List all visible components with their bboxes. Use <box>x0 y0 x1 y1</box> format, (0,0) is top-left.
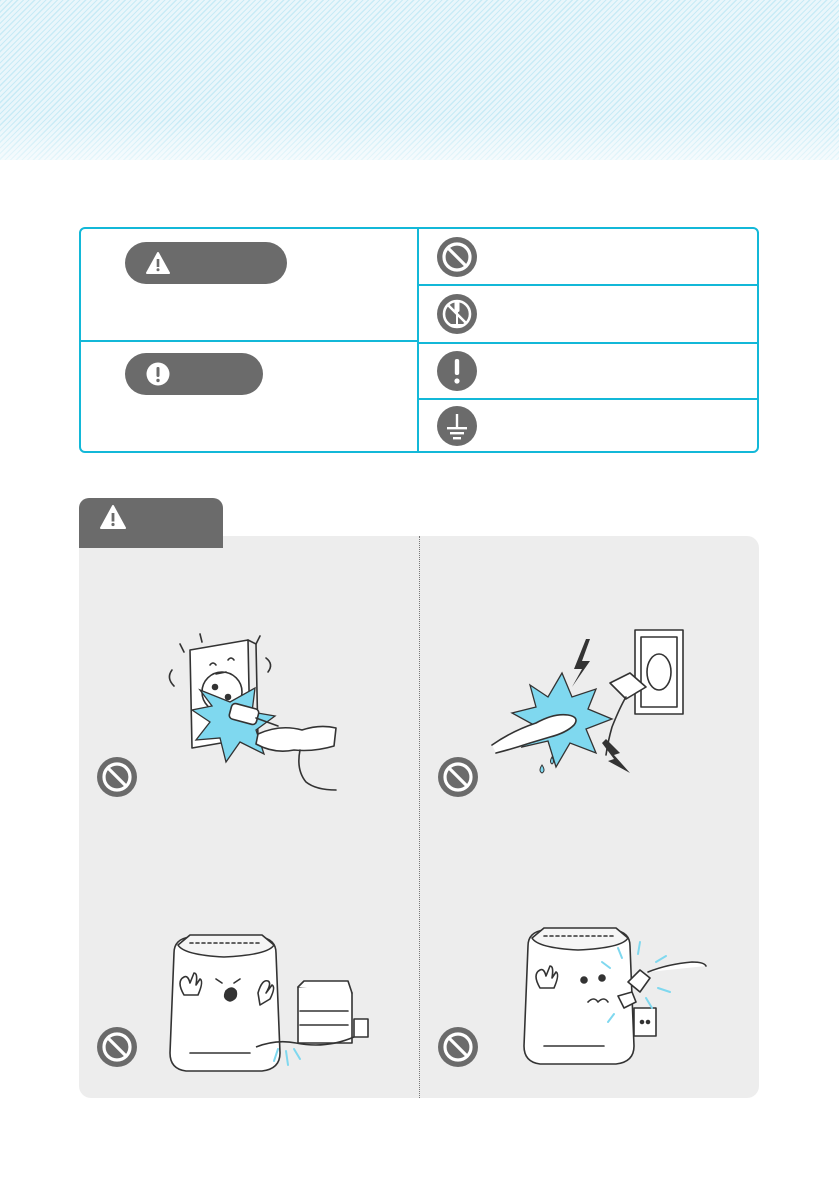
prohibited-icon <box>97 757 137 797</box>
legend-warning-cell <box>81 229 419 342</box>
prohibited-icon <box>438 757 478 797</box>
do-not-disassemble-icon <box>437 294 477 334</box>
caution-pill <box>125 353 263 395</box>
prohibited-icon <box>438 1027 478 1067</box>
legend-caution-cell <box>81 342 419 451</box>
damaged-outlet-illustration <box>160 630 345 795</box>
header-band <box>0 0 839 160</box>
cord-pinched-illustration <box>160 925 375 1075</box>
legend-table <box>79 227 759 453</box>
mandatory-icon <box>437 351 477 391</box>
warning-triangle-icon <box>99 504 127 535</box>
prohibited-icon <box>97 1027 137 1067</box>
warning-pill <box>125 242 287 284</box>
ground-icon <box>437 406 477 446</box>
legend-symbol-row <box>419 286 757 342</box>
legend-symbol-row <box>419 342 757 400</box>
damaged-plug-illustration <box>522 918 712 1073</box>
legend-symbol-row <box>419 229 757 286</box>
wet-hand-illustration <box>490 625 690 790</box>
legend-symbol-row <box>419 400 757 451</box>
exclamation-icon <box>145 361 171 387</box>
warning-triangle-icon <box>145 251 171 275</box>
prohibited-icon <box>437 237 477 277</box>
